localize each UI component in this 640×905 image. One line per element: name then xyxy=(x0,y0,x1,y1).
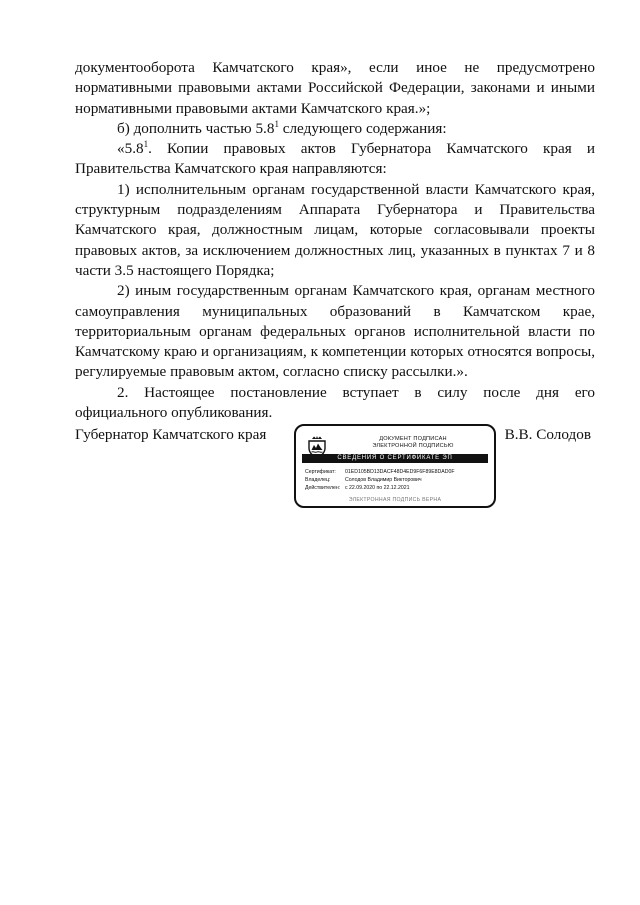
stamp-row-value: с 22.09.2020 по 22.12.2021 xyxy=(345,485,410,491)
paragraph-item-2: 2) иным государственным органам Камчатского края, органам местного самоуправления муниципальных образований в Камчатском крае, территориальным органам федеральных органов исполнительной власти по Камчатскому краю и организациям, к компетенции которых относятся вопросы, регулируемые правовым актом, согласно списку рассылки.». xyxy=(75,282,595,381)
paragraph-effective-date: 2. Настоящее постановление вступает в силу после дня его официального опубликования. xyxy=(75,383,595,422)
paragraph-continuation: документооборота Камчатского края», если иное не предусмотрено нормативными правовыми актами Российской Федерации, законами и иными нормативными правовыми актами Камчатского края.»; xyxy=(75,59,595,117)
stamp-row-key: Действителен: xyxy=(305,485,341,491)
stamp-row-key: Владелец: xyxy=(305,477,331,483)
stamp-row-key: Сертификат: xyxy=(305,469,336,475)
paragraph-clause-5-8-1: «$5.8^1$. Копии правовых актов Губернатора Камчатского края и Правительства Камчатского края направляются: xyxy=(75,139,595,178)
document-body xyxy=(75,58,595,423)
signer-position: Губернатор Камчатского края xyxy=(75,426,267,443)
stamp-footer: ЭЛЕКТРОННАЯ ПОДПИСЬ ВЕРНА xyxy=(348,497,442,503)
stamp-certificate-details xyxy=(305,468,490,492)
electronic-signature-stamp xyxy=(294,424,496,508)
stamp-header-line-1: ДОКУМЕНТ ПОДПИСАН xyxy=(379,436,447,442)
stamp-header xyxy=(348,436,478,450)
signer-name: В.В. Солодов xyxy=(504,426,591,443)
stamp-row-value: 01ED105BD13DACF48D4ED9F6F89E8DAD0F xyxy=(345,469,455,475)
signature-block xyxy=(75,424,595,514)
stamp-header-line-2: ЭЛЕКТРОННОЙ ПОДПИСЬЮ xyxy=(372,443,454,449)
stamp-row-certificate xyxy=(305,468,490,476)
stamp-certificate-title: СВЕДЕНИЯ О СЕРТИФИКАТЕ ЭП xyxy=(302,454,488,463)
stamp-row-owner xyxy=(305,476,490,484)
paragraph-item-1: 1) исполнительным органам государственной власти Камчатского края, структурным подразделениям Аппарата Губернатора и Правительства Камчатского края, должностным лицам, которые согласовывали проекты правовых актов, за исключением должностных лиц, указанных в пунктах 7 и 8 части 3.5 настоящего Порядка; xyxy=(75,180,595,279)
stamp-row-validity xyxy=(305,484,490,492)
stamp-row-value: Солодов Владимир Викторович xyxy=(345,477,422,483)
paragraph-amendment-b: б) дополнить частью $5.8^1$ следующего содержания: xyxy=(117,118,447,137)
